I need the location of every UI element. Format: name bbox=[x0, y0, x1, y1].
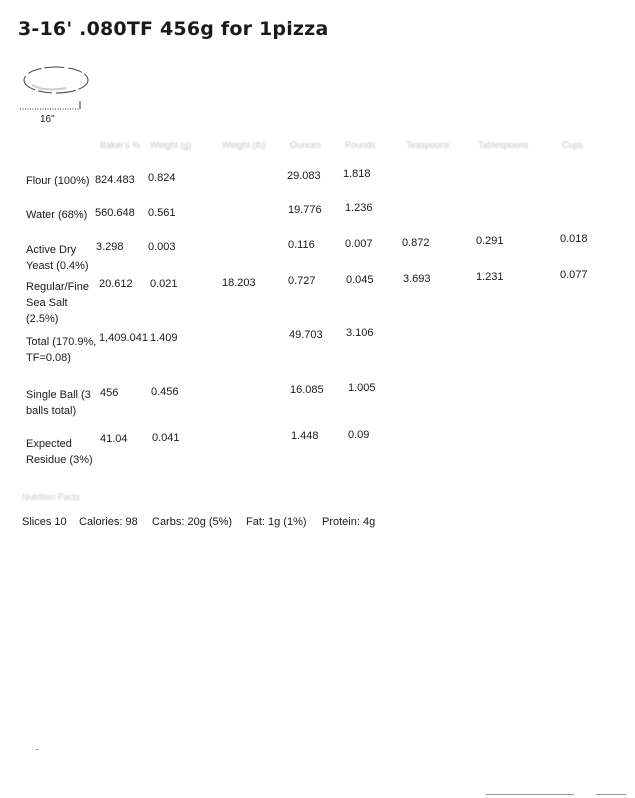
cell-grams: 3.298 bbox=[96, 241, 124, 253]
nutrition-fat: Fat: 1g (1%) bbox=[246, 516, 307, 528]
cell-grams: 20.612 bbox=[99, 278, 133, 290]
row-label: Flour (100%) bbox=[26, 175, 90, 187]
cell-kg: 0.824 bbox=[148, 172, 176, 184]
header-col-cups: Cups bbox=[562, 140, 584, 150]
page-title: 3-16' .080TF 456g for 1pizza bbox=[18, 18, 329, 40]
nutrition-slices: Slices 10 bbox=[22, 516, 67, 528]
cell-oz: 1.448 bbox=[291, 430, 319, 442]
cell-oz: 0.116 bbox=[288, 239, 315, 251]
header-col-ounces: Ounces bbox=[290, 140, 322, 150]
cell-tbsp: 0.291 bbox=[476, 235, 504, 247]
header-col-tablespoons: Tablespoons bbox=[478, 140, 529, 150]
cell-lb: 0.045 bbox=[346, 274, 374, 286]
scan-speck bbox=[36, 749, 38, 750]
nutrition-subheader: Nutrition Facts bbox=[22, 492, 81, 502]
header-col-weight-lb: Weight (lb) bbox=[222, 140, 266, 150]
cell-kg: 0.021 bbox=[150, 278, 178, 290]
nutrition-calories: Calories: 98 bbox=[79, 516, 138, 528]
cell-lb: 0.007 bbox=[345, 238, 373, 250]
cell-kg: 0.456 bbox=[151, 386, 179, 398]
row-label: Active Dry Yeast (0.4%) bbox=[26, 244, 89, 272]
cell-tsp: 3.693 bbox=[403, 273, 431, 285]
cell-grams: 456 bbox=[100, 387, 119, 399]
row-label: Water (68%) bbox=[26, 209, 88, 221]
row-label: Single Ball (3 balls total) bbox=[26, 389, 91, 417]
cell-lb: 1.818 bbox=[343, 168, 371, 180]
cell-grams: 1,409.041 bbox=[99, 332, 148, 344]
pizza-size-label: 16" bbox=[40, 114, 55, 125]
cell-cups: 0.077 bbox=[560, 269, 588, 281]
cell-lb: 3.106 bbox=[346, 327, 374, 339]
cell-oz: 0.727 bbox=[288, 275, 316, 287]
cell-oz: 29.083 bbox=[287, 170, 321, 182]
cell-tsp: 0.872 bbox=[402, 237, 430, 249]
cell-oz: 16.085 bbox=[290, 384, 324, 396]
cell-lb: 1.005 bbox=[348, 382, 376, 394]
cell-grams: 41.04 bbox=[100, 433, 128, 445]
cell-grams: 560.648 bbox=[95, 207, 135, 219]
header-col-bakers-pct: Baker's % bbox=[100, 140, 141, 150]
nutrition-carbs: Carbs: 20g (5%) bbox=[152, 516, 233, 528]
cell-kg: 0.561 bbox=[148, 207, 176, 219]
cell-oz: 19.776 bbox=[288, 204, 322, 216]
nutrition-protein: Protein: 4g bbox=[322, 516, 376, 528]
cell-tbsp: 1.231 bbox=[476, 271, 504, 283]
cell-mg: 18.203 bbox=[222, 277, 256, 289]
cell-kg: 0.041 bbox=[152, 432, 180, 444]
header-col-pounds: Pounds bbox=[345, 140, 376, 150]
header-col-weight-g: Weight (g) bbox=[150, 140, 192, 150]
cell-kg: 0.003 bbox=[148, 241, 176, 253]
header-col-teaspoons: Teaspoons bbox=[406, 140, 450, 150]
scan-edge-line bbox=[596, 794, 626, 795]
row-label: Total (170.9%, TF=0.08) bbox=[26, 336, 97, 364]
cell-grams: 824.483 bbox=[95, 174, 135, 186]
row-label: Regular/Fine Sea Salt (2.5%) bbox=[26, 281, 89, 325]
cell-kg: 1.409 bbox=[150, 332, 178, 344]
cell-cups: 0.018 bbox=[560, 233, 588, 245]
cell-oz: 49.703 bbox=[289, 329, 323, 341]
cell-lb: 0.09 bbox=[348, 429, 370, 441]
row-label: Expected Residue (3%) bbox=[26, 438, 93, 466]
scan-edge-line bbox=[486, 794, 574, 795]
cell-lb: 1.236 bbox=[345, 202, 373, 214]
